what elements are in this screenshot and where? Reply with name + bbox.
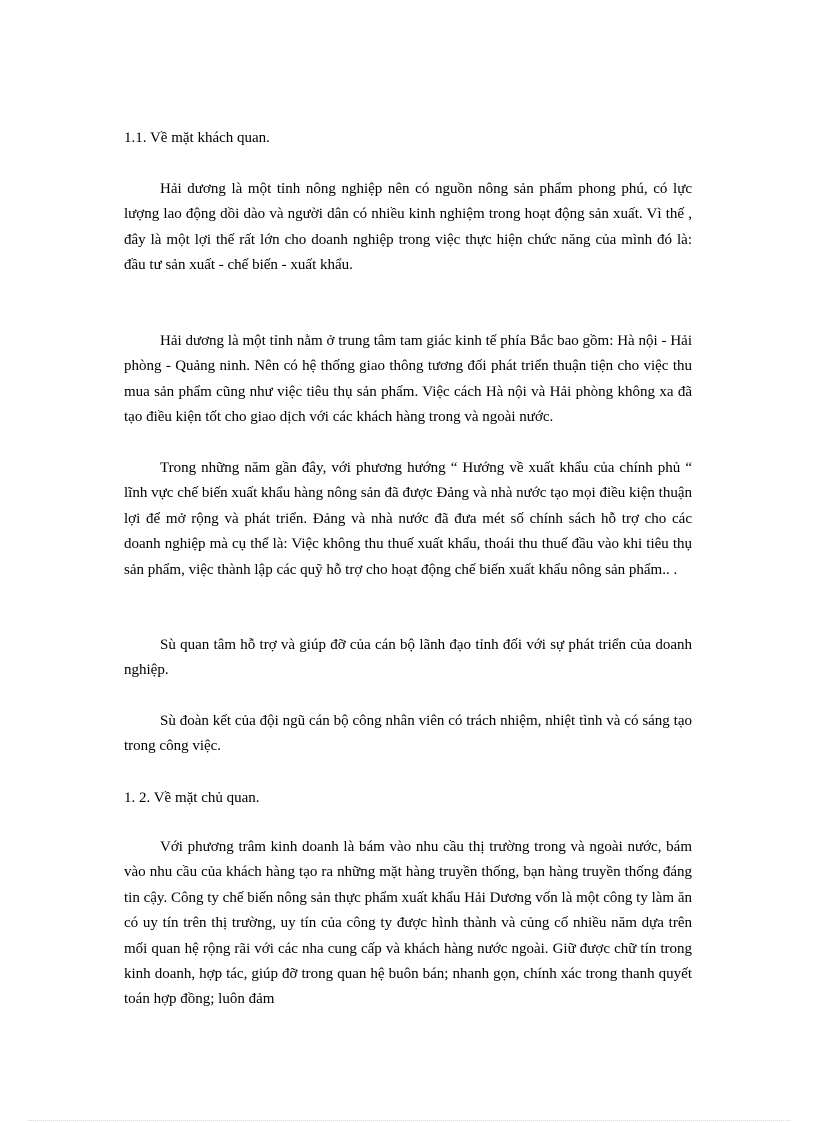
- paragraph-location: Hải dương là một tỉnh nằm ở trung tâm tam giác kinh tế phía Bắc bao gồm: Hà nội - Hải phòng - Quảng ninh. Nên có hệ thống giao thông tương đối phát triển thuận tiện cho việc thu mua sản phẩm cũng như việc tiêu thụ sản phẩm. Việc cách Hà nội và Hải phòng không xa đã tạo điều kiện tốt cho giao dịch với các khách hàng trong và ngoài nước.: [124, 333, 692, 426]
- section-heading-subjective: 1. 2. Về mặt chủ quan.: [124, 790, 260, 806]
- paragraph-policy: Trong những năm gần đây, với phương hướng “ Hướng về xuất khẩu của chính phủ “ lĩnh vực chế biến xuất khẩu hàng nông sản đã được Đảng và nhà nước tạo mọi điều kiện thuận lợi để mở rộng và phát triển. Đảng và nhà nước đã đưa mét số chính sách hỗ trợ cho các doanh nghiệp mà cụ thể là: Việc không thu thuế xuất khẩu, thoái thu thuế đầu vào khi tiêu thụ sản phẩm, việc thành lập các quỹ hỗ trợ cho hoạt động chế biến xuất khẩu nông sản phẩm.. .: [124, 460, 692, 578]
- paragraph-staff-unity: Sù đoàn kết của đội ngũ cán bộ công nhân viên có trách nhiệm, nhiệt tình và có sáng tạo trong công việc.: [124, 713, 692, 755]
- section-heading-objective: 1.1. Về mặt khách quan.: [124, 130, 270, 146]
- paragraph-leadership-support: Sù quan tâm hỗ trợ và giúp đỡ của cán bộ lãnh đạo tỉnh đối với sự phát triển của doanh nghiệp.: [124, 637, 692, 679]
- paragraph-business-strategy: Với phương trâm kinh doanh là bám vào nhu cầu thị trường trong và ngoài nước, bám vào nhu cầu của khách hàng tạo ra những mặt hàng truyền thống, bạn hàng truyền thống đáng tin cậy. Công ty chế biến nông sản thực phẩm xuất khẩu Hải Dương vốn là một công ty làm ăn có uy tín trên thị trường, uy tín của công ty được hình thành và củng cố nhiều năm dựa trên mối quan hệ rộng rãi với các nha cung cấp và khách hàng nước ngoài. Giữ được chữ tín trong kinh doanh, hợp tác, giúp đỡ trong quan hệ buôn bán; nhanh gọn, chính xác trong thanh quyết toán hợp đồng; luôn đảm: [124, 839, 692, 1008]
- page-bottom-divider: [28, 1120, 790, 1121]
- paragraph-agriculture: Hải dương là một tỉnh nông nghiệp nên có nguồn nông sản phẩm phong phú, có lực lượng lao động dồi dào và người dân có nhiều kinh nghiệm trong hoạt động sản xuất. Vì thế , đây là một lợi thế rất lớn cho doanh nghiệp trong việc thực hiện chức năng của mình đó là: đầu tư sản xuất - chế biến - xuất khẩu.: [124, 181, 692, 274]
